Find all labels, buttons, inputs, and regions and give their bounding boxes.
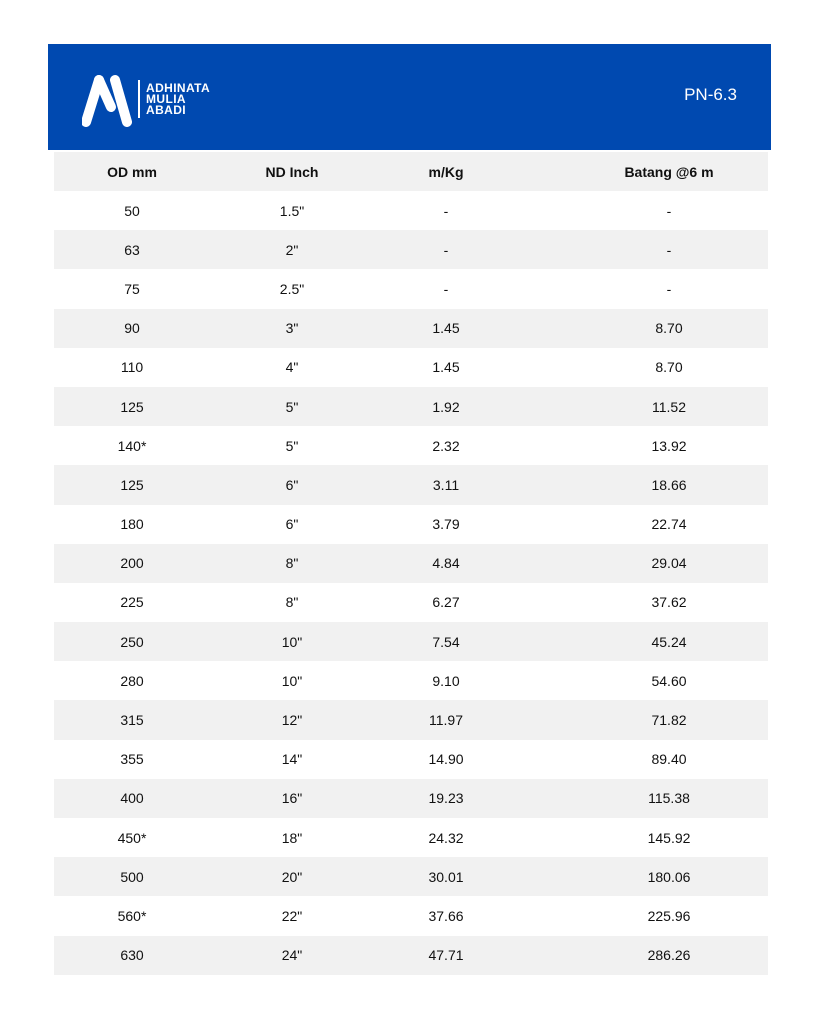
table-cell: 180.06 (647, 868, 691, 885)
table-header-row (54, 152, 768, 191)
table-cell: 1.92 (432, 398, 460, 415)
table-cell: 4" (285, 359, 299, 376)
table-cell: 6" (285, 516, 299, 533)
table-cell: 3" (285, 320, 299, 337)
table-row (54, 740, 768, 779)
table-cell: 355 (120, 751, 144, 768)
company-logo (82, 71, 210, 127)
table-cell: 14.90 (428, 751, 464, 768)
table-cell: 180 (120, 516, 144, 533)
table-cell: 630 (120, 947, 144, 964)
table-cell: 2.32 (432, 437, 460, 454)
table-cell: 29.04 (651, 555, 687, 572)
table-cell: 6.27 (432, 594, 460, 611)
table-row (54, 269, 768, 308)
table-row (54, 661, 768, 700)
table-cell: 1.45 (432, 359, 460, 376)
table-cell: 8" (285, 594, 299, 611)
table-row (54, 857, 768, 896)
table-cell: 145.92 (647, 829, 691, 846)
table-cell: - (666, 202, 672, 219)
table-cell: 1.45 (432, 320, 460, 337)
table-cell: 71.82 (651, 712, 687, 729)
table-cell: 54.60 (651, 672, 687, 689)
table-cell: 47.71 (428, 947, 464, 964)
table-cell: 24" (281, 947, 303, 964)
table-cell: 11.52 (652, 398, 686, 415)
table-row (54, 700, 768, 739)
table-cell: 11.97 (429, 712, 463, 729)
table-cell: 89.40 (651, 751, 687, 768)
table-cell: 10" (281, 633, 303, 650)
table-cell: 18.66 (651, 476, 687, 493)
table-cell: 14" (281, 751, 303, 768)
table-cell: 315 (120, 712, 144, 729)
table-row (54, 309, 768, 348)
column-header: Batang @6 m (624, 163, 714, 180)
table-cell: - (443, 202, 449, 219)
column-header: OD mm (107, 163, 157, 180)
pressure-class-label: PN-6.3 (684, 85, 737, 104)
table-cell: 1.5" (279, 202, 305, 219)
table-row (54, 622, 768, 661)
table-cell: 18" (281, 829, 303, 846)
header-banner (48, 44, 771, 150)
table-cell: 2.5" (279, 280, 305, 297)
table-cell: 20" (281, 868, 303, 885)
table-cell: 200 (120, 555, 144, 572)
table-row (54, 936, 768, 975)
table-cell: 7.54 (432, 633, 460, 650)
table-cell: 125 (120, 476, 144, 493)
column-header: ND Inch (265, 163, 319, 180)
table-cell: 9.10 (432, 672, 460, 689)
table-cell: 75 (124, 280, 140, 297)
table-row (54, 544, 768, 583)
table-cell: 8.70 (655, 359, 683, 376)
brand-line-1: ADHINATA (146, 80, 211, 95)
table-cell: 286.26 (647, 947, 691, 964)
table-cell: 2" (285, 241, 299, 258)
table-cell: 225 (120, 594, 144, 611)
table-cell: 24.32 (428, 829, 464, 846)
brand-name (146, 80, 211, 117)
table-cell: 16" (281, 790, 303, 807)
table-row (54, 426, 768, 465)
table-cell: 50 (124, 202, 140, 219)
table-row (54, 505, 768, 544)
table-cell: 8" (285, 555, 299, 572)
table-cell: 3.11 (432, 476, 460, 493)
table-cell: 10" (281, 672, 303, 689)
table-cell: 500 (120, 868, 144, 885)
table-cell: - (443, 280, 449, 297)
table-cell: 115.38 (648, 790, 690, 807)
table-cell: 22.74 (651, 516, 687, 533)
table-row (54, 191, 768, 230)
table-cell: 19.23 (428, 790, 464, 807)
table-row (54, 818, 768, 857)
column-header: m/Kg (428, 163, 464, 180)
table-cell: 4.84 (432, 555, 460, 572)
table-cell: 250 (120, 633, 144, 650)
table-cell: 225.96 (647, 907, 691, 924)
table-cell: 37.66 (428, 907, 464, 924)
table-cell: 125 (120, 398, 144, 415)
table-cell: 140* (117, 437, 147, 454)
table-cell: 3.79 (432, 516, 460, 533)
table-cell: 110 (120, 359, 144, 376)
table-cell: 6" (285, 476, 299, 493)
table-cell: 5" (285, 437, 299, 454)
table-row (54, 465, 768, 504)
table-cell: 400 (120, 790, 144, 807)
table-cell: 12" (281, 712, 303, 729)
table-cell: 45.24 (651, 633, 687, 650)
table-row (54, 230, 768, 269)
spec-table (54, 152, 768, 975)
table-row (54, 779, 768, 818)
table-cell: 560* (117, 907, 147, 924)
brand-line-3: ABADI (146, 102, 186, 117)
table-cell: 90 (124, 320, 140, 337)
table-cell: - (443, 241, 449, 258)
table-row (54, 348, 768, 387)
table-cell: 450* (117, 829, 147, 846)
table-cell: 8.70 (655, 320, 683, 337)
table-cell: 280 (120, 672, 144, 689)
table-cell: - (666, 280, 672, 297)
table-row (54, 896, 768, 935)
table-row (54, 387, 768, 426)
table-cell: 30.01 (428, 868, 464, 885)
table-cell: 22" (281, 907, 303, 924)
logo-mark-icon (82, 71, 132, 127)
table-cell: - (666, 241, 672, 258)
table-cell: 5" (285, 398, 299, 415)
table-cell: 37.62 (651, 594, 687, 611)
logo-divider (138, 80, 140, 118)
table-cell: 63 (124, 241, 140, 258)
table-row (54, 583, 768, 622)
brand-line-2: MULIA (146, 91, 186, 106)
table-cell: 13.92 (651, 437, 687, 454)
